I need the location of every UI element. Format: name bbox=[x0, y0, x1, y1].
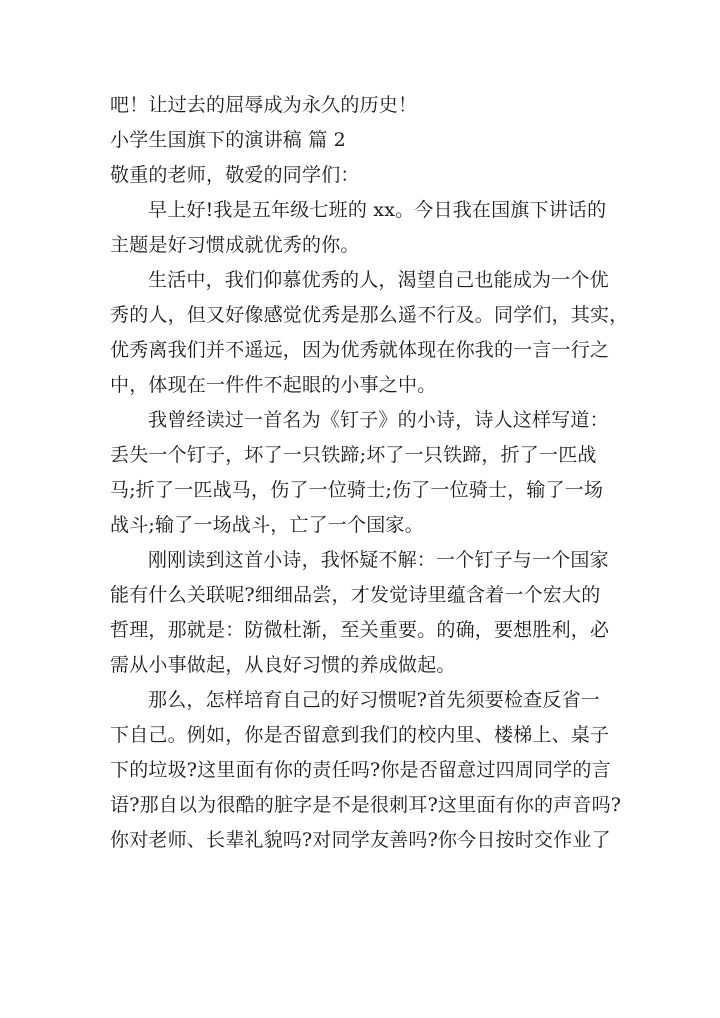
text-line: 吧！让过去的屈辱成为永久的历史！ bbox=[110, 94, 418, 116]
text-line: 哲理，那就是：防微杜渐，至关重要。的确，要想胜利，必 bbox=[110, 619, 610, 641]
text-line: 秀的人，但又好像感觉优秀是那么遥不行及。同学们，其实， bbox=[110, 304, 629, 326]
text-line: 刚刚读到这首小诗，我怀疑不解：一个钉子与一个国家 bbox=[148, 549, 609, 571]
text-line: 那么，怎样培育自己的好习惯呢?首先须要检查反省一 bbox=[148, 689, 600, 711]
text-line: 下的垃圾?这里面有你的责任吗?你是否留意过四周同学的言 bbox=[110, 759, 611, 781]
text-line: 你对老师、长辈礼貌吗?对同学友善吗?你今日按时交作业了 bbox=[110, 829, 611, 851]
text-line: 我曾经读过一首名为《钉子》的小诗，诗人这样写道： bbox=[148, 409, 609, 431]
salutation: 敬重的老师，敬爱的同学们： bbox=[110, 164, 360, 186]
section-title: 小学生国旗下的演讲稿 篇 2 bbox=[110, 129, 346, 151]
text-line: 需从小事做起，从良好习惯的养成做起。 bbox=[110, 654, 456, 676]
text-line: 丢失一个钉子，坏了一只铁蹄;坏了一只铁蹄，折了一匹战 bbox=[110, 444, 597, 466]
document-body bbox=[110, 88, 629, 858]
text-line: 优秀离我们并不遥远，因为优秀就体现在你我的一言一行之 bbox=[110, 339, 610, 361]
text-line: 早上好!我是五年级七班的 xx。今日我在国旗下讲话的 bbox=[148, 199, 607, 221]
text-line: 马;折了一匹战马，伤了一位骑士;伤了一位骑士，输了一场 bbox=[110, 479, 604, 501]
text-line: 语?那自以为很酷的脏字是不是很刺耳?这里面有你的声音吗? bbox=[110, 794, 622, 816]
text-line: 下自己。例如，你是否留意到我们的校内里、楼梯上、桌子 bbox=[110, 724, 610, 746]
text-line: 生活中，我们仰慕优秀的人，渴望自己也能成为一个优 bbox=[148, 269, 609, 291]
text-line: 能有什么关联呢?细细品尝，才发觉诗里蕴含着一个宏大的 bbox=[110, 584, 601, 606]
text-line: 主题是好习惯成就优秀的你。 bbox=[110, 234, 360, 256]
text-line: 战斗;输了一场战斗，亡了一个国家。 bbox=[110, 514, 424, 536]
text-line: 中，体现在一件件不起眼的小事之中。 bbox=[110, 374, 437, 396]
